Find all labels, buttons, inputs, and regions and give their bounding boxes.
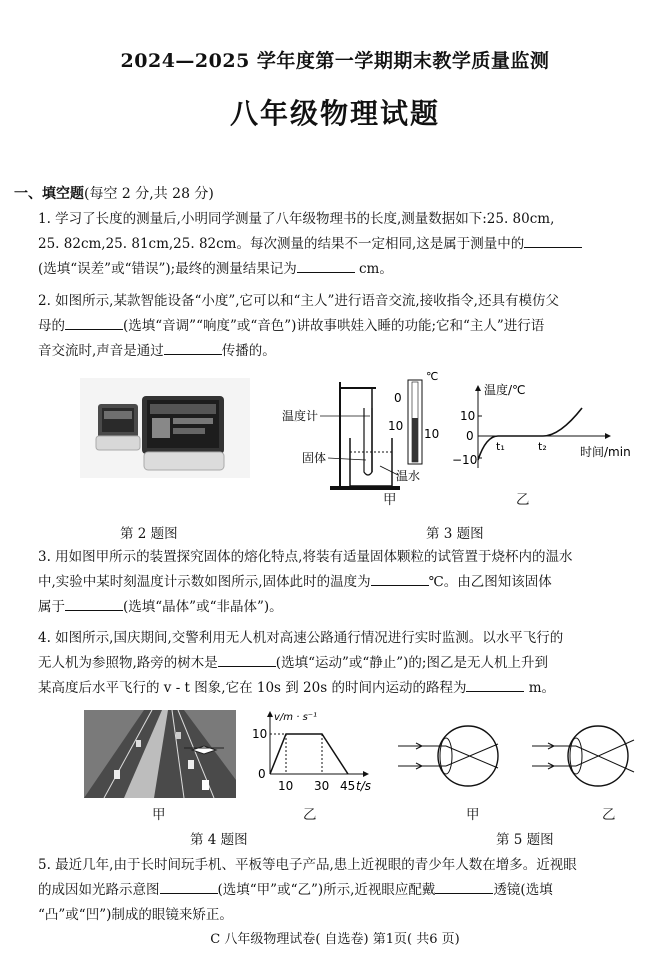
- graph-ylabel: 温度/℃: [484, 383, 526, 397]
- q1-line3-unit: cm。: [359, 261, 393, 277]
- celsius-unit: ℃: [426, 370, 439, 383]
- section-note: (每空 2 分,共 28 分): [84, 186, 214, 202]
- t1-label: t₁: [496, 440, 505, 453]
- answer-blank: [524, 233, 582, 248]
- eye-diagram-yi: [532, 726, 634, 786]
- warm-water-label: 温水: [396, 469, 421, 483]
- q5-line2-b: (选填“甲”或“乙”)所示,近视眼应配戴: [217, 882, 436, 898]
- eye-diagram-jia: [398, 726, 498, 786]
- tick-10: 10: [460, 409, 476, 423]
- q1-line3-text: (选填“误差”或“错误”);最终的测量结果记为: [38, 261, 297, 277]
- q5-line1: 5. 最近几年,由于长时间玩手机、平板等电子产品,患上近视眼的青少年人数在增多。近视眼: [38, 857, 577, 873]
- q4-line2-a: 无人机为参照物,路旁的树木是: [38, 655, 218, 671]
- answer-blank: [65, 315, 123, 330]
- vt-tick-0: 0: [258, 767, 266, 781]
- scale-label-10-left: 10: [388, 419, 404, 433]
- vt-tick-x45: 45: [340, 779, 356, 793]
- graph-xlabel: 时间/min: [580, 445, 631, 459]
- answer-blank: [297, 258, 355, 273]
- q1-line3: [38, 258, 393, 281]
- fig5-label-yi: 乙: [602, 807, 616, 823]
- q5-line3: “凸”或“凹”)制成的眼镜来矫正。: [38, 907, 233, 923]
- q1-line1: 1. 学习了长度的测量后,小明同学测量了八年级物理书的长度,测量数据如下:25. 80cm,: [38, 211, 555, 227]
- fig3-temperature-graph: [448, 378, 638, 488]
- vt-xlabel: t/s: [356, 779, 371, 793]
- solid-label: 固体: [302, 451, 327, 465]
- answer-blank: [218, 652, 276, 667]
- vt-curve: [270, 734, 348, 774]
- tick-minus-10: −10: [452, 453, 478, 467]
- fig3-apparatus-diagram: [280, 368, 445, 508]
- scale-label-10-right: 10: [424, 427, 440, 441]
- q4-line3-a: 某高度后水平飞行的 v - t 图象,它在 10s 到 20s 的时间内运动的路程为: [38, 680, 467, 696]
- fig4-label-jia: 甲: [152, 807, 166, 823]
- answer-blank: [466, 677, 524, 692]
- answer-blank: [371, 571, 429, 586]
- vt-tick-x10: 10: [278, 779, 294, 793]
- fig5-label-jia: 甲: [466, 807, 480, 823]
- thermometer-label: 温度计: [282, 409, 319, 423]
- vt-ylabel: v/m · s⁻¹: [274, 712, 318, 723]
- vt-tick-x30: 30: [314, 779, 330, 793]
- page-footer: C 八年级物理试卷( 自选卷) 第1页( 共6 页): [210, 932, 460, 947]
- answer-blank: [164, 340, 222, 355]
- q5-line2-c: 透镜(选填: [493, 882, 553, 898]
- answer-blank: [160, 879, 218, 894]
- vt-tick-10: 10: [252, 727, 268, 741]
- q3-line3-a: 属于: [38, 599, 65, 615]
- fig4-caption: 第 4 题图: [190, 832, 248, 848]
- q4-line3-b: m。: [528, 680, 556, 696]
- q3-line2-a: 中,实验中某时刻温度计示数如图所示,固体此时的温度为: [38, 574, 371, 590]
- q5-line2: [38, 879, 553, 902]
- q5-line2-a: 的成因如光路示意图: [38, 882, 160, 898]
- fig4-vt-graph: [244, 708, 374, 796]
- fig3-label-jia: 甲: [383, 492, 397, 508]
- q2-line3: [38, 340, 276, 363]
- q2-line2-a: 母的: [38, 318, 65, 334]
- q2-line2-b: (选填“音调”“响度”或“音色”)讲故事哄娃入睡的功能;它和“主人”进行语: [123, 318, 545, 334]
- section-title: 一、填空题: [14, 186, 84, 202]
- q2-line1: 2. 如图所示,某款智能设备“小度”,它可以和“主人”进行语音交流,接收指令,还具有模仿父: [38, 293, 559, 309]
- q4-line2-b: (选填“运动”或“静止”)的;图乙是无人机上升到: [275, 655, 548, 671]
- fig5-caption: 第 5 题图: [496, 832, 554, 848]
- section-heading: [14, 183, 214, 203]
- tick-0: 0: [466, 429, 474, 443]
- fig5-eye-diagrams: [398, 720, 648, 792]
- q1-line2-text: 25. 82cm,25. 81cm,25. 82cm。每次测量的结果不一定相同,这是属于测量中的: [38, 236, 525, 252]
- fig2-caption: 第 2 题图: [120, 526, 178, 542]
- scale-label-0: 0: [394, 391, 402, 405]
- q1-line2: [38, 233, 582, 256]
- t2-label: t₂: [538, 440, 547, 453]
- answer-blank: [435, 879, 493, 894]
- q3-line1: 3. 用如图甲所示的装置探究固体的熔化特点,将装有适量固体颗粒的试管置于烧杯内的温水: [38, 549, 573, 565]
- fig2-smart-speaker-photo: [80, 378, 250, 478]
- paper-title: 八年级物理试题: [229, 97, 440, 130]
- q2-line3-b: 传播的。: [221, 343, 276, 359]
- answer-blank: [65, 596, 123, 611]
- q4-line1: 4. 如图所示,国庆期间,交警利用无人机对高速公路通行情况进行实时监测。以水平飞行的: [38, 630, 564, 646]
- q4-line3: [38, 677, 555, 700]
- q2-line2: [38, 315, 544, 338]
- exam-title: 2024—2025 学年度第一学期期末教学质量监测: [120, 50, 550, 72]
- fig3-caption: 第 3 题图: [426, 526, 484, 542]
- q3-line3: [38, 596, 283, 619]
- fig4-label-yi: 乙: [303, 807, 317, 823]
- q2-line3-a: 音交流时,声音是通过: [38, 343, 164, 359]
- q4-line2: [38, 652, 548, 675]
- q3-line2-b: ℃。由乙图知该固体: [428, 574, 552, 590]
- fig3-label-yi: 乙: [516, 492, 530, 508]
- fig4-highway-photo: [84, 710, 236, 798]
- temperature-curve: [478, 408, 582, 460]
- q3-line2: [38, 571, 552, 594]
- q3-line3-b: (选填“晶体”或“非晶体”)。: [123, 599, 283, 615]
